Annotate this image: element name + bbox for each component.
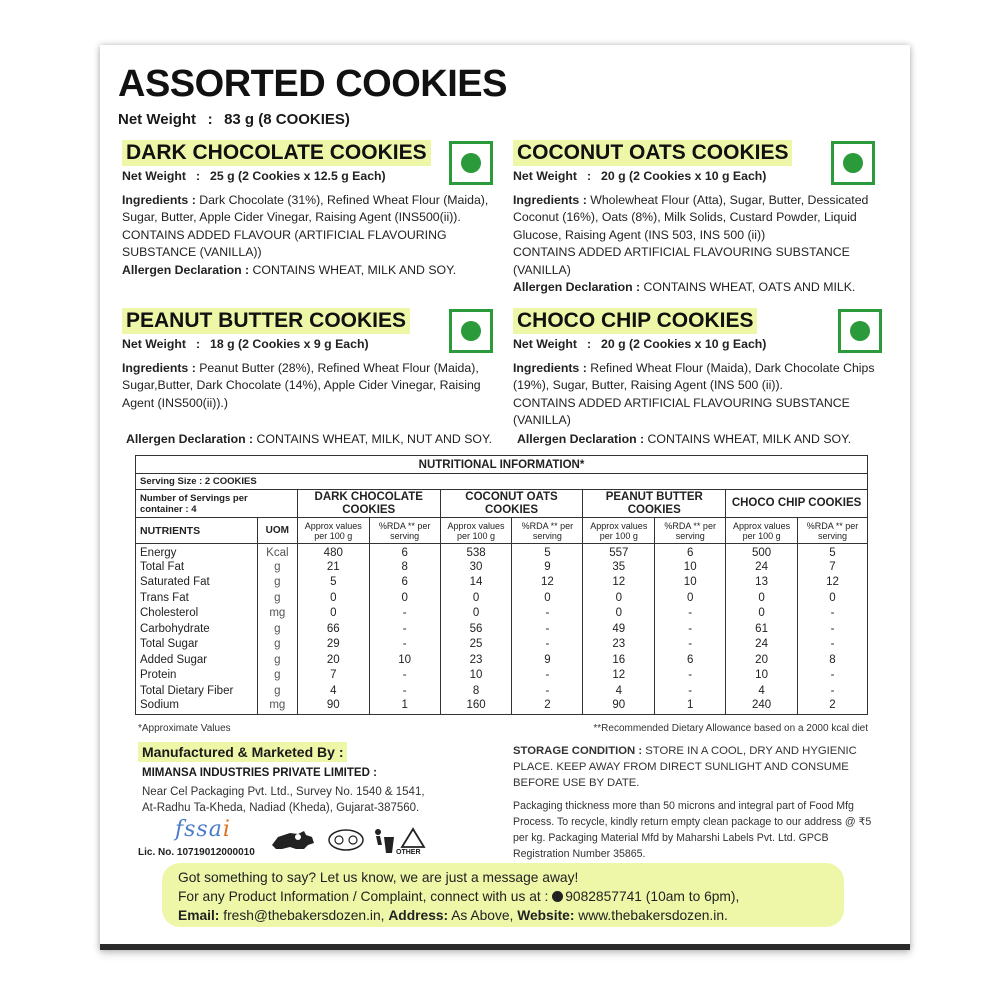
- rda-value: 10: [369, 652, 440, 668]
- approx-value: 23: [583, 637, 655, 653]
- nutrition-title: NUTRITIONAL INFORMATION*: [136, 456, 868, 474]
- nutrition-row: [136, 575, 868, 591]
- nutrient-name: Trans Fat: [140, 591, 189, 604]
- approx-value: 21: [297, 559, 369, 575]
- nutrition-row: [136, 559, 868, 575]
- rda-value: -: [369, 683, 440, 699]
- nutrient-name: Added Sugar: [140, 653, 208, 666]
- uom-header: UOM: [257, 518, 297, 544]
- contact-line-1: Got something to say? Let us know, we are just a message away!: [178, 870, 579, 885]
- rda-value: -: [655, 621, 726, 637]
- approx-value: 90: [297, 699, 369, 715]
- product-header: PEANUT BUTTER COOKIES: [583, 490, 726, 518]
- rda-value: 9: [512, 652, 583, 668]
- nutrient-name: Total Fat: [140, 560, 185, 573]
- approx-value: 56: [440, 621, 512, 637]
- approx-header: Approx values per 100 g: [440, 518, 512, 544]
- rda-header: %RDA ** per serving: [798, 518, 868, 544]
- total-net-weight: Net Weight : 83 g (8 COOKIES): [118, 111, 350, 128]
- approx-value: 61: [726, 621, 798, 637]
- manufacturer-address-line-2: At-Radhu Ta-Kheda, Nadiad (Kheda), Gujarat-387560.: [142, 802, 420, 814]
- allergen-declaration: Allergen Declaration : CONTAINS WHEAT, MILK AND SOY.: [517, 432, 852, 446]
- approx-value: 0: [297, 606, 369, 622]
- approx-value: 0: [583, 590, 655, 606]
- approx-value: 12: [583, 575, 655, 591]
- nutrient-uom: g: [257, 652, 297, 668]
- approx-header: Approx values per 100 g: [297, 518, 369, 544]
- rda-value: 9: [512, 559, 583, 575]
- nutrient-name: Protein: [140, 669, 177, 682]
- nutrition-row: [136, 637, 868, 653]
- product-header: DARK CHOCOLATE COOKIES: [297, 490, 440, 518]
- veg-mark-icon: [831, 141, 875, 185]
- section-peanut-butter: [122, 308, 502, 412]
- section-title: CHOCO CHIP COOKIES: [513, 308, 757, 334]
- eco-mark-icon: [326, 827, 366, 853]
- packaging-note: Packaging thickness more than 50 microns and integral part of Food Mfg Process. To recycle, kindly return empty clean package to our address @ ₹5 per kg. Packaging Material Mfd by Maharshi Labels Pvt. Ltd. GPCB Registration Number 35865.: [513, 800, 872, 860]
- nutrition-row: [136, 544, 868, 560]
- approx-value: 240: [726, 699, 798, 715]
- rda-value: 10: [655, 575, 726, 591]
- rda-value: -: [512, 637, 583, 653]
- rda-value: 0: [798, 590, 868, 606]
- rda-value: -: [655, 606, 726, 622]
- rda-value: 0: [369, 590, 440, 606]
- nutrients-header: NUTRIENTS: [136, 518, 258, 544]
- whatsapp-icon: [552, 891, 563, 902]
- approx-value: 5: [297, 575, 369, 591]
- approx-value: 538: [440, 544, 512, 560]
- servings-per-container: Number of Servings per container : 4: [136, 490, 298, 518]
- approx-value: 25: [440, 637, 512, 653]
- flavour-note: CONTAINS ADDED ARTIFICIAL FLAVOURING SUBSTANCE (VANILLA): [513, 245, 850, 277]
- nutrition-row: [136, 621, 868, 637]
- ingredients: Ingredients : Wholewheat Flour (Atta), Sugar, Butter, Dessicated Coconut (16%), Oats (8%), Milk Solids, Custard Powder, Liquid Glucose, Raising Agent (INS 503, INS 500 (ii)): [513, 192, 869, 242]
- rda-value: 2: [512, 699, 583, 715]
- rda-value: 5: [798, 544, 868, 560]
- rda-value: -: [369, 621, 440, 637]
- rda-value: -: [798, 668, 868, 684]
- approx-value: 0: [583, 606, 655, 622]
- nutrient-name: Energy: [140, 546, 177, 559]
- rda-value: 6: [655, 652, 726, 668]
- rda-value: -: [512, 606, 583, 622]
- approx-value: 500: [726, 544, 798, 560]
- ingredients: Ingredients : Dark Chocolate (31%), Refined Wheat Flour (Maida), Sugar, Butter, Apple Cider Vinegar, Raising Agent (INS500(ii)).: [122, 192, 489, 224]
- rda-value: -: [655, 637, 726, 653]
- rda-value: -: [512, 621, 583, 637]
- storage-condition: STORAGE CONDITION : STORE IN A COOL, DRY AND HYGIENIC PLACE. KEEP AWAY FROM DIRECT SUNLIGHT AND CONSUME BEFORE USE BY DATE.: [513, 745, 857, 790]
- contact-line-3: Email: fresh@thebakersdozen.in, Address: As Above, Website: www.thebakersdozen.in.: [178, 908, 728, 923]
- recycle-label: OTHER: [396, 849, 421, 856]
- contact-website[interactable]: www.thebakersdozen.in.: [574, 908, 728, 923]
- nutrient-uom: g: [257, 621, 297, 637]
- product-header: CHOCO CHIP COOKIES: [726, 490, 868, 518]
- serving-size: Serving Size : 2 COOKIES: [136, 474, 868, 490]
- rda-value: -: [369, 606, 440, 622]
- footnote-rda: **Recommended Dietary Allowance based on a 2000 kcal diet: [593, 723, 868, 734]
- nutrient-uom: g: [257, 559, 297, 575]
- approx-value: 24: [726, 559, 798, 575]
- nutrient-uom: Kcal: [257, 544, 297, 560]
- rda-value: -: [655, 683, 726, 699]
- section-title: PEANUT BUTTER COOKIES: [122, 308, 410, 334]
- approx-value: 20: [297, 652, 369, 668]
- approx-value: 4: [583, 683, 655, 699]
- approx-value: 10: [440, 668, 512, 684]
- nutrient-name: Total Dietary Fiber: [140, 684, 234, 697]
- approx-value: 0: [297, 590, 369, 606]
- nutrition-row: [136, 683, 868, 699]
- rda-header: %RDA ** per serving: [655, 518, 726, 544]
- make-in-india-lion-icon: [268, 827, 318, 855]
- ingredients: Ingredients : Refined Wheat Flour (Maida), Dark Chocolate Chips (19%), Sugar, Butter, Raising Agent (INS 500 (ii)).: [513, 360, 875, 392]
- approx-value: 0: [440, 606, 512, 622]
- approx-value: 14: [440, 575, 512, 591]
- rda-value: 0: [512, 590, 583, 606]
- section-net-weight: Net Weight : 18 g (2 Cookies x 9 g Each): [122, 337, 369, 351]
- nutrient-uom: g: [257, 590, 297, 606]
- dispose-in-bin-icon: [372, 827, 396, 855]
- ingredients: Ingredients : Peanut Butter (28%), Refined Wheat Flour (Maida), Sugar,Butter, Dark Chocolate (14%), Apple Cider Vinegar, Raising Agent (INS500(ii)).): [122, 360, 481, 410]
- approx-value: 0: [726, 606, 798, 622]
- rda-value: -: [798, 683, 868, 699]
- rda-value: 6: [655, 544, 726, 560]
- approx-value: 20: [726, 652, 798, 668]
- footnote-approximate: *Approximate Values: [138, 723, 231, 734]
- approx-value: 10: [726, 668, 798, 684]
- approx-value: 4: [726, 683, 798, 699]
- approx-value: 35: [583, 559, 655, 575]
- flavour-note: CONTAINS ADDED ARTIFICIAL FLAVOURING SUBSTANCE (VANILLA): [513, 395, 850, 427]
- page-title: ASSORTED COOKIES: [118, 63, 507, 105]
- flavour-note: CONTAINS ADDED FLAVOUR (ARTIFICIAL FLAVOURING SUBSTANCE (VANILLA)): [122, 227, 447, 259]
- section-net-weight: Net Weight : 20 g (2 Cookies x 10 g Each): [513, 169, 767, 183]
- approx-value: 0: [726, 590, 798, 606]
- approx-value: 66: [297, 621, 369, 637]
- veg-mark-icon: [449, 309, 493, 353]
- rda-value: -: [798, 621, 868, 637]
- approx-value: 12: [583, 668, 655, 684]
- veg-mark-icon: [838, 309, 882, 353]
- approx-value: 480: [297, 544, 369, 560]
- rda-value: -: [369, 637, 440, 653]
- nutrient-uom: g: [257, 683, 297, 699]
- rda-value: 10: [655, 559, 726, 575]
- contact-line-2: For any Product Information / Complaint, connect with us at : 9082857741 (10am to 6pm),: [178, 889, 740, 904]
- nutrition-row: [136, 699, 868, 715]
- rda-value: -: [512, 668, 583, 684]
- approx-value: 13: [726, 575, 798, 591]
- approx-value: 49: [583, 621, 655, 637]
- nutrient-name: Total Sugar: [140, 638, 199, 651]
- recycle-other-icon: [398, 827, 428, 849]
- section-net-weight: Net Weight : 25 g (2 Cookies x 12.5 g Each): [122, 169, 386, 183]
- rda-value: -: [798, 637, 868, 653]
- nutrition-row: [136, 606, 868, 622]
- nutrition-table: [135, 455, 868, 715]
- product-header: COCONUT OATS COOKIES: [440, 490, 583, 518]
- approx-value: 29: [297, 637, 369, 653]
- nutrient-uom: g: [257, 637, 297, 653]
- rda-value: 0: [655, 590, 726, 606]
- rda-header: %RDA ** per serving: [369, 518, 440, 544]
- approx-value: 557: [583, 544, 655, 560]
- section-net-weight: Net Weight : 20 g (2 Cookies x 10 g Each): [513, 337, 767, 351]
- nutrition-row: [136, 590, 868, 606]
- nutrient-name: Saturated Fat: [140, 576, 210, 589]
- fssai-license: Lic. No. 10719012000010: [138, 847, 255, 858]
- rda-value: -: [369, 668, 440, 684]
- rda-value: 7: [798, 559, 868, 575]
- rda-value: 12: [512, 575, 583, 591]
- nutrient-uom: mg: [257, 699, 297, 715]
- approx-header: Approx values per 100 g: [726, 518, 798, 544]
- nutrition-row: [136, 668, 868, 684]
- nutrient-name: Cholesterol: [140, 607, 199, 620]
- rda-value: 1: [655, 699, 726, 715]
- rda-value: 6: [369, 575, 440, 591]
- manufacturer-address-line-1: Near Cel Packaging Pvt. Ltd., Survey No. 1540 & 1541,: [142, 786, 425, 798]
- allergen-declaration: Allergen Declaration : CONTAINS WHEAT, OATS AND MILK.: [513, 280, 856, 294]
- nutrient-uom: mg: [257, 606, 297, 622]
- approx-value: 24: [726, 637, 798, 653]
- approx-value: 16: [583, 652, 655, 668]
- nutrient-uom: g: [257, 575, 297, 591]
- approx-value: 30: [440, 559, 512, 575]
- nutrition-row: [136, 652, 868, 668]
- approx-header: Approx values per 100 g: [583, 518, 655, 544]
- approx-value: 4: [297, 683, 369, 699]
- rda-value: 8: [369, 559, 440, 575]
- approx-value: 0: [440, 590, 512, 606]
- contact-phone[interactable]: 9082857741 (10am to 6pm),: [565, 889, 740, 904]
- nutrient-uom: g: [257, 668, 297, 684]
- nutrient-name: Carbohydrate: [140, 622, 210, 635]
- allergen-declaration: Allergen Declaration : CONTAINS WHEAT, MILK, NUT AND SOY.: [126, 432, 493, 446]
- veg-mark-icon: [449, 141, 493, 185]
- rda-value: 5: [512, 544, 583, 560]
- section-choco-chip: [513, 308, 893, 430]
- rda-value: 2: [798, 699, 868, 715]
- contact-email[interactable]: fresh@thebakersdozen.in,: [219, 908, 389, 923]
- rda-header: %RDA ** per serving: [512, 518, 583, 544]
- section-dark-chocolate: [122, 140, 502, 279]
- manufacturer-title: Manufactured & Marketed By :: [138, 742, 347, 762]
- section-title: COCONUT OATS COOKIES: [513, 140, 792, 166]
- rda-value: 6: [369, 544, 440, 560]
- approx-value: 90: [583, 699, 655, 715]
- package-panel: [100, 45, 910, 950]
- rda-value: -: [512, 683, 583, 699]
- approx-value: 8: [440, 683, 512, 699]
- approx-value: 7: [297, 668, 369, 684]
- nutrient-name: Sodium: [140, 699, 179, 711]
- approx-value: 23: [440, 652, 512, 668]
- contact-banner: [162, 863, 844, 927]
- manufacturer-company: MIMANSA INDUSTRIES PRIVATE LIMITED :: [142, 767, 377, 779]
- allergen-declaration: Allergen Declaration : CONTAINS WHEAT, MILK AND SOY.: [122, 262, 457, 277]
- rda-value: 12: [798, 575, 868, 591]
- rda-value: -: [655, 668, 726, 684]
- section-title: DARK CHOCOLATE COOKIES: [122, 140, 431, 166]
- rda-value: 8: [798, 652, 868, 668]
- fssai-logo: fssai: [175, 817, 231, 842]
- rda-value: -: [798, 606, 868, 622]
- approx-value: 160: [440, 699, 512, 715]
- rda-value: 1: [369, 699, 440, 715]
